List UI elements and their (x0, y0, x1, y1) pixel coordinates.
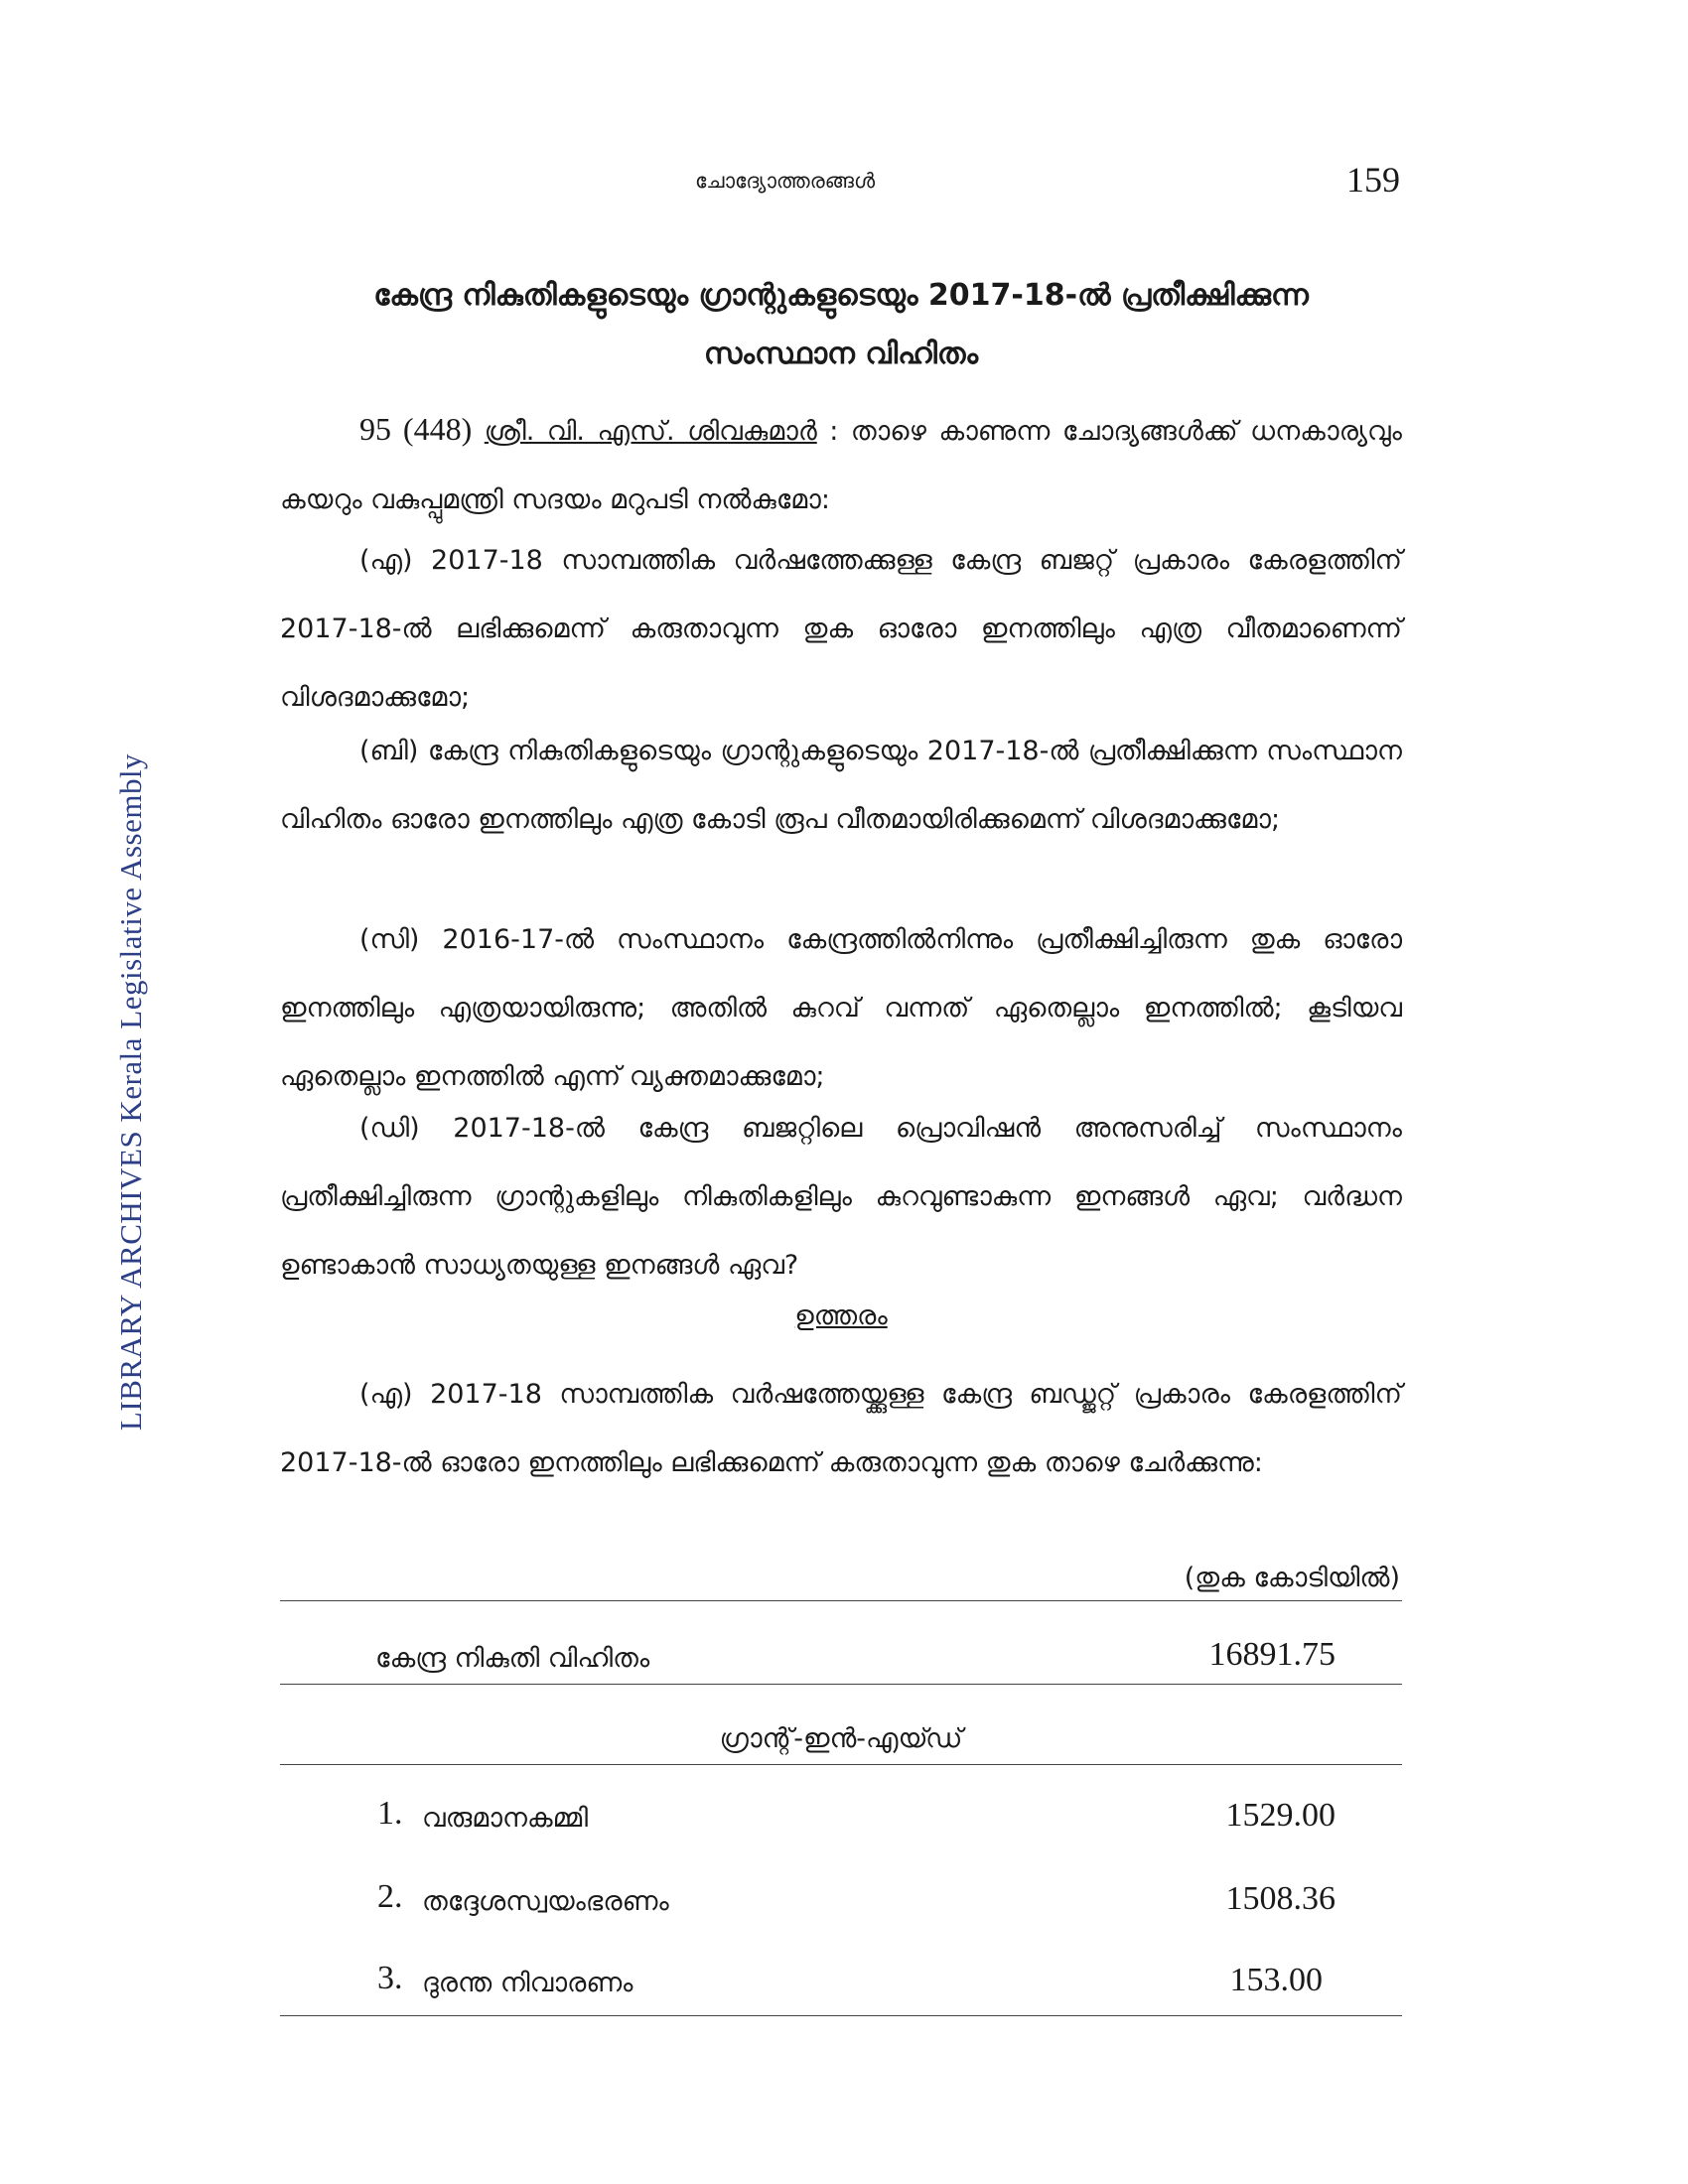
unit-note: (തുക കോടിയിൽ) (1184, 1563, 1400, 1593)
table-rule (280, 1764, 1402, 1765)
grant-section-label: ഗ്രാന്റ്-ഇൻ-എയ്ഡ് (719, 1723, 963, 1754)
archive-watermark: LIBRARY ARCHIVES Kerala Legislative Assembly (113, 752, 148, 1432)
running-head: ചോദ്യോത്തരങ്ങൾ (695, 169, 876, 193)
question-part-a: (എ) 2017-18 സാമ്പത്തിക വർഷത്തേക്കുള്ള കേന്ദ്ര ബജറ്റ് പ്രകാരം കേരളത്തിന് 2017-18-ൽ ലഭിക്കുമെന്ന് കരുതാവുന്ന തുക ഓരോ ഇനത്തിലും എത്ര വീതമാണെന്ന് വിശദമാക്കുമോ; (280, 545, 1402, 713)
row-value: 153.00 (1229, 1962, 1323, 1998)
row-index: 1. (377, 1795, 403, 1832)
row-index: 3. (377, 1960, 403, 1996)
answer-heading: ഉത്തരം (794, 1300, 888, 1331)
row-label: തദ്ദേശസ്വയംഭരണം (422, 1886, 669, 1917)
question-title-line-1: കേന്ദ്ര നികുതികളുടെയും ഗ്രാന്റുകളുടെയും 2017-18-ൽ പ്രതീക്ഷിക്കുന്ന (373, 278, 1309, 313)
row-value: 1508.36 (1225, 1880, 1336, 1917)
answer-part-a: (എ) 2017-18 സാമ്പത്തിക വർഷത്തേയ്ക്കുള്ള കേന്ദ്ര ബഡ്ജറ്റ് പ്രകാരം കേരളത്തിന് 2017-18-ൽ ഓരോ ഇനത്തിലും ലഭിക്കുമെന്ന് കരുതാവുന്ന തുക താഴെ ചേർക്കുന്നു: (280, 1379, 1402, 1478)
row-label: ദുരന്ത നിവാരണം (422, 1968, 633, 1998)
row-value: 1529.00 (1225, 1797, 1336, 1834)
tax-share-value: 16891.75 (1208, 1636, 1336, 1673)
question-intro (280, 395, 1402, 534)
question-part-b: (ബി) കേന്ദ്ര നികുതികളുടെയും ഗ്രാന്റുകളുടെയും 2017-18-ൽ പ്രതീക്ഷിക്കുന്ന സംസ്ഥാന വിഹിതം ഓരോ ഇനത്തിലും എത്ര കോടി രൂപ വീതമായിരിക്കുമെന്ന് വിശദമാക്കുമോ; (280, 736, 1402, 835)
table-rule (280, 2015, 1402, 2016)
row-index: 2. (377, 1878, 403, 1915)
question-intro-text: : താഴെ കാണുന്ന ചോദ്യങ്ങൾക്ക് ധനകാര്യവും കയറും വകുപ്പുമന്ത്രി സദയം മറുപടി നൽകുമോ: (280, 416, 1402, 515)
table-rule (280, 1684, 1402, 1685)
question-title-line-2: സംസ്ഥാന വിഹിതം (703, 337, 979, 371)
question-part-d: (ഡി) 2017-18-ൽ കേന്ദ്ര ബജറ്റിലെ പ്രൊവിഷൻ അനുസരിച്ച് സംസ്ഥാനം പ്രതീക്ഷിച്ചിരുന്ന ഗ്രാന്റുകളിലും നികുതികളിലും കുറവുണ്ടാകുന്ന ഇനങ്ങൾ ഏവ; വർദ്ധന ഉണ്ടാകാൻ സാധ്യതയുള്ള ഇനങ്ങൾ ഏവ? (280, 1113, 1402, 1281)
member-name: ശ്രീ. വി. എസ്. ശിവകുമാർ (484, 416, 817, 447)
question-part-c: (സി) 2016-17-ൽ സംസ്ഥാനം കേന്ദ്രത്തിൽനിന്നും പ്രതീക്ഷിച്ചിരുന്ന തുക ഓരോ ഇനത്തിലും എത്രയായിരുന്നു; അതിൽ കുറവ് വന്നത് ഏതെല്ലാം ഇനത്തിൽ; കൂടിയവ ഏതെല്ലാം ഇനത്തിൽ എന്ന് വ്യക്തമാക്കുമോ; (280, 924, 1402, 1092)
row-label: വരുമാനകമ്മി (422, 1803, 589, 1834)
tax-share-label: കേന്ദ്ര നികുതി വിഹിതം (375, 1643, 650, 1674)
question-number: 95 (448) (359, 411, 473, 447)
table-rule (280, 1600, 1402, 1601)
page-number: 159 (1346, 160, 1400, 200)
